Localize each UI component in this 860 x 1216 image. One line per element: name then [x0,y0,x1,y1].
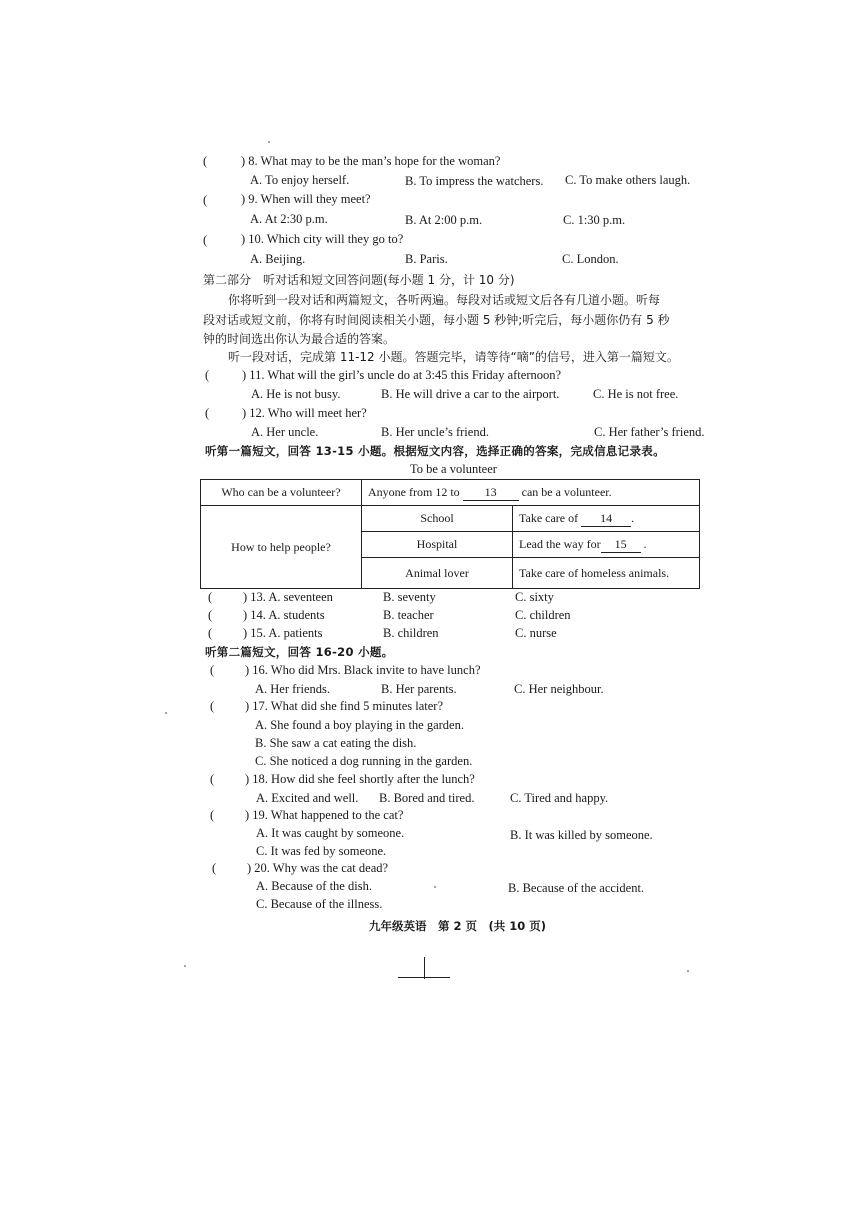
school-cell: School [362,506,513,532]
q16-option-c: C. Her neighbour. [514,682,604,696]
part2-instruction-line2: 段对话或短文前，你将有时间阅读相关小题，每小题 5 秒钟;听完后，每小题你仍有 5 秒 [203,313,670,327]
q8-paren: ( [203,154,208,168]
q14-paren: ( [208,608,213,622]
q12-option-b: B. Her uncle’s friend. [381,425,489,439]
q16-stem: ) 16. Who did Mrs. Black invite to have lunch? [245,663,481,677]
school-task-cell [513,506,700,532]
q18-option-a: A. Excited and well. [256,791,359,805]
blank-15: 15 [601,537,641,553]
school-task-text: Take care of [519,510,579,525]
q11-option-a: A. He is not busy. [251,387,341,401]
q11-option-b: B. He will drive a car to the airport. [381,387,560,401]
q13-option-c: C. sixty [515,590,554,604]
q12-paren: ( [205,406,210,420]
q10-paren: ( [203,233,208,247]
q8-option-a: A. To enjoy herself. [250,173,350,187]
volunteer-who-cell [362,480,700,506]
q19-option-c: C. It was fed by someone. [256,844,387,858]
hospital-task-cell [513,532,700,558]
q12-stem: ) 12. Who will meet her? [242,406,367,420]
q15-stem: ) 15. A. patients [243,626,323,640]
hospital-task-text: Lead the way for [519,536,601,551]
school-task-end: . [631,510,635,525]
q14-option-b: B. teacher [383,608,434,622]
scan-speck [434,886,436,888]
how-to-help-label: How to help people? [201,506,362,589]
scan-speck [184,965,186,967]
q15-paren: ( [208,626,213,640]
q19-option-b: B. It was killed by someone. [510,828,653,842]
q20-option-a: A. Because of the dish. [256,879,372,893]
q15-option-c: C. nurse [515,626,557,640]
q9-option-c: C. 1:30 p.m. [563,213,626,227]
volunteer-table [200,479,700,589]
table-title: To be a volunteer [410,462,497,476]
q9-stem: ) 9. When will they meet? [241,192,371,206]
q17-paren: ( [210,699,215,713]
q17-option-a: A. She found a boy playing in the garden. [255,718,464,732]
age-range-text: Anyone from 12 to [368,484,460,499]
q18-paren: ( [210,772,215,786]
scan-speck [165,712,167,714]
q18-stem: ) 18. How did she feel shortly after the lunch? [245,772,475,786]
passage1-instruction: 听第一篇短文，回答 13-15 小题。根据短文内容，选择正确的答案，完成信息记录表。 [205,444,665,458]
q19-paren: ( [210,808,215,822]
q8-stem: ) 8. What may to be the man’s hope for the woman? [241,154,501,168]
q16-option-b: B. Her parents. [381,682,457,696]
q8-option-c: C. To make others laugh. [565,173,691,187]
q13-stem: ) 13. A. seventeen [243,590,333,604]
table-row [201,480,700,506]
q13-option-b: B. seventy [383,590,436,604]
q12-option-c: C. Her father’s friend. [594,425,705,439]
q20-option-b: B. Because of the accident. [508,881,645,895]
part2-instruction-line3: 钟的时间选出你认为最合适的答案。 [203,332,396,346]
dialog-instruction: 听一段对话，完成第 11-12 小题。答题完毕，请等待“嘀”的信号，进入第一篇短文。 [228,350,679,364]
q10-option-b: B. Paris. [405,252,448,266]
q18-option-b: B. Bored and tired. [379,791,475,805]
part2-instruction-line1: 你将听到一段对话和两篇短文，各听两遍。每段对话或短文后各有几道小题。听每 [228,293,661,307]
binding-mark-vertical [424,957,425,979]
table-row [201,506,700,532]
animal-lover-cell: Animal lover [362,558,513,589]
animal-task-cell: Take care of homeless animals. [513,558,700,589]
q17-stem: ) 17. What did she find 5 minutes later? [245,699,443,713]
scan-speck [268,141,270,143]
q20-option-c: C. Because of the illness. [256,897,383,911]
volunteer-who-label: Who can be a volunteer? [201,480,362,506]
q10-option-c: C. London. [562,252,619,266]
passage2-instruction: 听第二篇短文，回答 16-20 小题。 [205,645,394,659]
q13-paren: ( [208,590,213,604]
q10-option-a: A. Beijing. [250,252,306,266]
q15-option-b: B. children [383,626,439,640]
q11-option-c: C. He is not free. [593,387,679,401]
q16-paren: ( [210,663,215,677]
hospital-task-end: . [643,536,647,551]
q10-stem: ) 10. Which city will they go to? [241,232,404,246]
q11-stem: ) 11. What will the girl’s uncle do at 3:45 this Friday afternoon? [242,368,562,382]
q20-paren: ( [212,861,217,875]
q19-stem: ) 19. What happened to the cat? [245,808,404,822]
q16-option-a: A. Her friends. [255,682,330,696]
q9-paren: ( [203,193,208,207]
q9-option-b: B. At 2:00 p.m. [405,213,483,227]
q8-option-b: B. To impress the watchers. [405,174,544,188]
q18-option-c: C. Tired and happy. [510,791,609,805]
page-footer: 九年级英语 第 2 页 (共 10 页) [369,919,547,933]
q14-option-c: C. children [515,608,571,622]
q9-option-a: A. At 2:30 p.m. [250,212,328,226]
q17-option-b: B. She saw a cat eating the dish. [255,736,417,750]
q20-stem: ) 20. Why was the cat dead? [247,861,389,875]
age-range-suffix: can be a volunteer. [521,484,612,499]
hospital-cell: Hospital [362,532,513,558]
part2-heading: 第二部分 听对话和短文回答问题(每小题 1 分，计 10 分) [203,273,515,287]
scan-speck [687,970,689,972]
q12-option-a: A. Her uncle. [251,425,319,439]
q17-option-c: C. She noticed a dog running in the garden. [255,754,473,768]
q11-paren: ( [205,368,210,382]
blank-14: 14 [581,511,631,527]
q19-option-a: A. It was caught by someone. [256,826,405,840]
q14-stem: ) 14. A. students [243,608,325,622]
blank-13: 13 [463,485,519,501]
